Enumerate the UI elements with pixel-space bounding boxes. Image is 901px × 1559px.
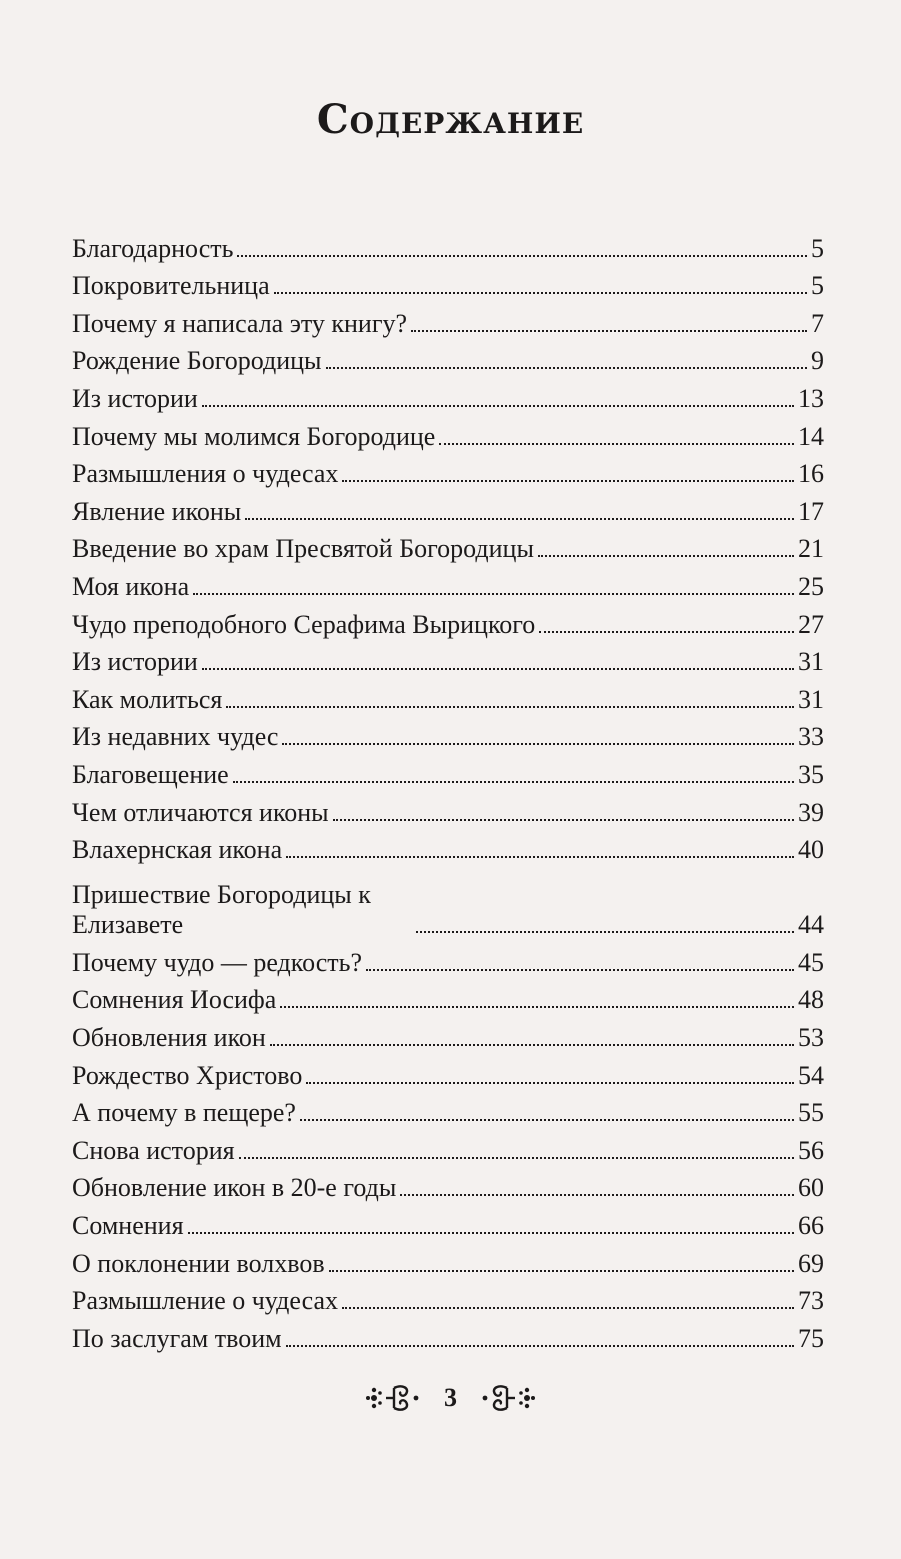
toc-entry-title: Благодарность	[72, 233, 234, 263]
toc-entry-page: 54	[798, 1060, 824, 1090]
dot-leader	[416, 931, 794, 933]
dot-leader	[329, 1270, 794, 1272]
toc-entry	[72, 865, 824, 940]
toc-entry-title: Из истории	[72, 383, 198, 413]
toc-entry-title: Обновления икон	[72, 1023, 266, 1053]
toc-entry	[72, 1053, 824, 1091]
toc-entry-title: Введение во храм Пресвятой Богородицы	[72, 534, 534, 564]
toc-entry	[72, 1316, 824, 1354]
toc-entry-title: Снова история	[72, 1135, 235, 1165]
toc-entry-page: 48	[798, 985, 824, 1015]
toc-entry-page: 55	[798, 1098, 824, 1128]
dot-leader	[237, 255, 807, 257]
dot-leader	[270, 1044, 794, 1046]
toc-entry-title: А почему в пещере?	[72, 1098, 296, 1128]
toc-entry-title: Рождество Христово	[72, 1060, 303, 1090]
toc-entry-page: 17	[798, 496, 824, 526]
dot-leader	[202, 668, 794, 670]
toc-entry-title: По заслугам твоим	[72, 1323, 282, 1353]
table-of-contents	[72, 226, 824, 1354]
toc-entry-title: Почему мы молимся Богородице	[72, 421, 436, 451]
toc-entry-title: Благовещение	[72, 759, 229, 789]
dot-leader	[233, 781, 794, 783]
toc-entry	[72, 226, 824, 264]
dot-leader	[286, 856, 794, 858]
toc-entry-title: Сомнения	[72, 1211, 184, 1241]
dot-leader	[245, 518, 794, 520]
toc-entry	[72, 301, 824, 339]
dot-leader	[411, 330, 807, 332]
toc-entry-page: 69	[798, 1248, 824, 1278]
toc-entry-page: 33	[798, 722, 824, 752]
toc-entry	[72, 527, 824, 565]
dot-leader	[342, 1307, 794, 1309]
toc-entry-page: 13	[798, 383, 824, 413]
toc-entry-page: 14	[798, 421, 824, 451]
toc-entry	[72, 1279, 824, 1317]
toc-entry	[72, 640, 824, 678]
toc-entry	[72, 1091, 824, 1129]
dot-leader	[274, 292, 807, 294]
toc-entry-page: 25	[798, 571, 824, 601]
dot-leader	[202, 405, 794, 407]
dot-leader	[538, 555, 794, 557]
toc-entry-title: Пришествие Богородицы к Елизавете	[72, 880, 371, 940]
toc-entry-page: 66	[798, 1211, 824, 1241]
toc-entry-title: Чудо преподобного Серафима Вырицкого	[72, 609, 536, 639]
toc-entry	[72, 790, 824, 828]
toc-entry-page: 56	[798, 1135, 824, 1165]
toc-entry-page: 40	[798, 835, 824, 865]
toc-entry-title: Как молиться	[72, 684, 223, 714]
toc-entry-page: 35	[798, 759, 824, 789]
toc-entry-page: 7	[811, 308, 824, 338]
toc-entry-title: Моя икона	[72, 571, 190, 601]
toc-entry-page: 75	[798, 1323, 824, 1353]
toc-entry-title: Почему я написала эту книгу?	[72, 308, 408, 338]
toc-entry	[72, 489, 824, 527]
toc-entry-title: Из недавних чудес	[72, 722, 279, 752]
toc-entry-title: Рождение Богородицы	[72, 346, 322, 376]
toc-entry	[72, 828, 824, 866]
dot-leader	[539, 631, 794, 633]
toc-entry-page: 73	[798, 1286, 824, 1316]
toc-entry-title: Почему чудо — редкость?	[72, 947, 363, 977]
right-ornament-icon	[477, 1380, 537, 1416]
dot-leader	[282, 743, 794, 745]
toc-entry-title: О поклонении волхвов	[72, 1248, 325, 1278]
dot-leader	[439, 443, 794, 445]
dot-leader	[280, 1006, 794, 1008]
toc-entry	[72, 339, 824, 377]
toc-entry-page: 31	[798, 684, 824, 714]
toc-entry	[72, 602, 824, 640]
toc-entry	[72, 264, 824, 302]
toc-entry	[72, 978, 824, 1016]
toc-entry-page: 45	[798, 947, 824, 977]
toc-entry	[72, 752, 824, 790]
dot-leader	[193, 593, 794, 595]
toc-entry-page: 5	[811, 233, 824, 263]
toc-entry	[72, 376, 824, 414]
toc-entry-title: Влахернская икона	[72, 835, 283, 865]
dot-leader	[286, 1345, 794, 1347]
toc-entry	[72, 414, 824, 452]
toc-entry	[72, 1203, 824, 1241]
toc-entry-page: 27	[798, 609, 824, 639]
toc-entry	[72, 1015, 824, 1053]
dot-leader	[300, 1119, 794, 1121]
toc-entry	[72, 1166, 824, 1204]
toc-entry-page: 44	[798, 910, 824, 940]
toc-entry	[72, 677, 824, 715]
left-ornament-icon	[364, 1380, 424, 1416]
dot-leader	[400, 1194, 794, 1196]
toc-entry-page: 21	[798, 534, 824, 564]
toc-entry-title: Сомнения Иосифа	[72, 985, 277, 1015]
toc-entry	[72, 1241, 824, 1279]
toc-entry	[72, 452, 824, 490]
toc-entry	[72, 564, 824, 602]
toc-entry-title: Из истории	[72, 647, 198, 677]
toc-entry-title: Покровительница	[72, 271, 270, 301]
dot-leader	[333, 819, 794, 821]
toc-entry	[72, 940, 824, 978]
toc-entry-title: Явление иконы	[72, 496, 242, 526]
toc-entry-title: Размышление о чудесах	[72, 1286, 338, 1316]
dot-leader	[366, 969, 794, 971]
toc-entry-title: Размышления о чудесах	[72, 459, 339, 489]
toc-entry-page: 60	[798, 1173, 824, 1203]
toc-entry-page: 16	[798, 459, 824, 489]
toc-entry-page: 53	[798, 1023, 824, 1053]
dot-leader	[226, 706, 794, 708]
toc-entry-page: 9	[811, 346, 824, 376]
dot-leader	[188, 1232, 794, 1234]
toc-entry	[72, 1128, 824, 1166]
page-footer	[0, 1380, 901, 1416]
toc-entry-title: Чем отличаются иконы	[72, 797, 329, 827]
toc-entry	[72, 715, 824, 753]
page-number: 3	[444, 1383, 457, 1412]
toc-entry-title: Обновление икон в 20-е годы	[72, 1173, 397, 1203]
dot-leader	[326, 367, 808, 369]
toc-entry-page: 5	[811, 271, 824, 301]
toc-entry-page: 31	[798, 647, 824, 677]
dot-leader	[306, 1082, 794, 1084]
dot-leader	[342, 480, 794, 482]
toc-entry-page: 39	[798, 797, 824, 827]
dot-leader	[239, 1157, 794, 1159]
page-title: Содержание	[316, 96, 585, 143]
